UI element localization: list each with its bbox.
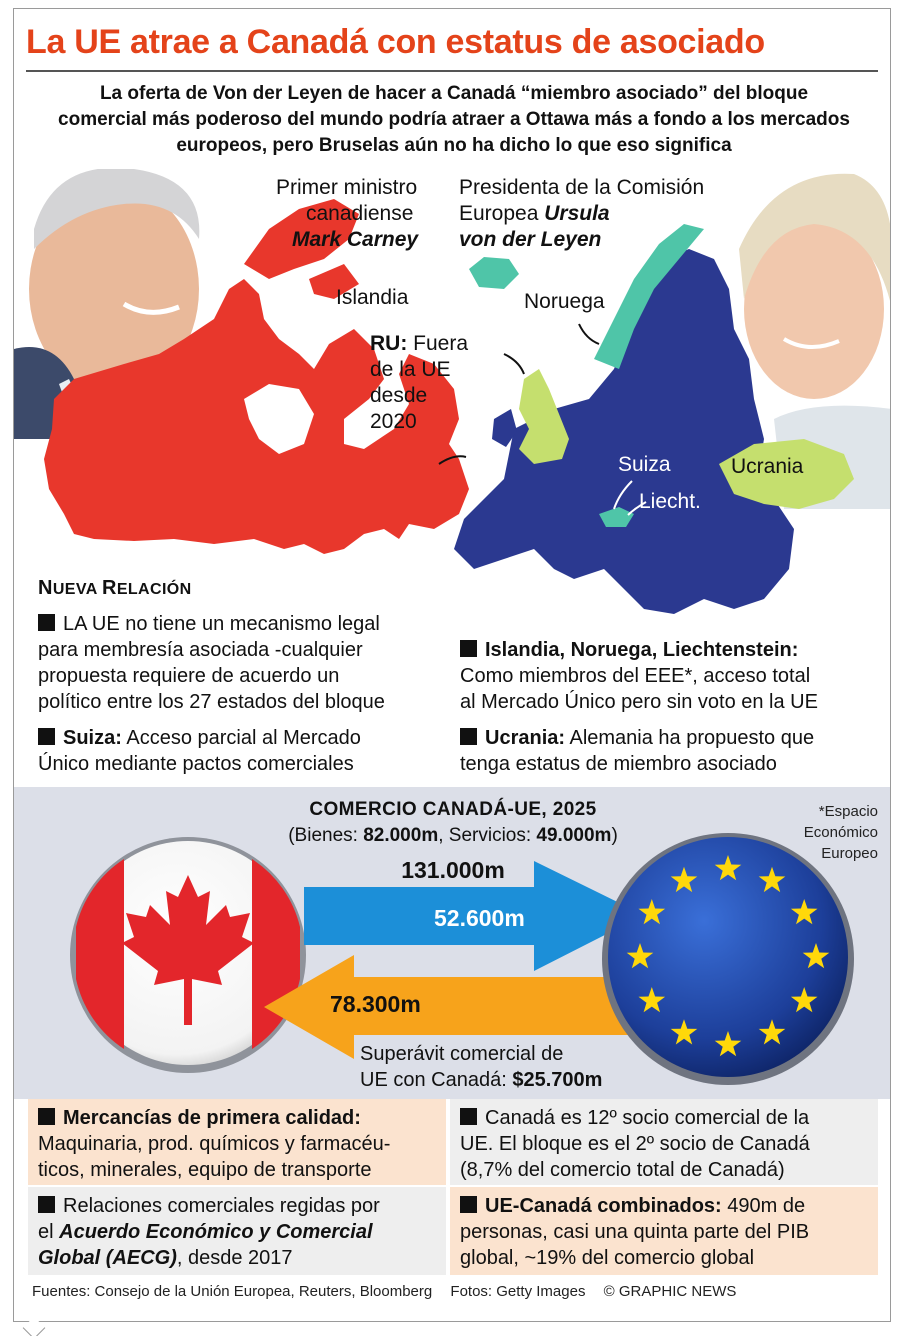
partner-rank-box: Canadá es 12º socio comercial de la UE. El bloque es el 2º socio de Canadá (8,7% del comercio total de Canadá) <box>450 1099 878 1185</box>
suiza-note: Suiza: Acceso parcial al Mercado Único mediante pactos comerciales <box>38 727 361 775</box>
liecht-label: Liecht. <box>639 490 701 513</box>
ru-label-bold: RU: <box>370 332 408 355</box>
map-area <box>14 169 891 629</box>
carney-role-1: Primer ministro <box>276 176 418 199</box>
eee-footnote: *Espacio Económico Europeo <box>803 803 878 862</box>
vdl-role-2: Europea <box>459 202 539 225</box>
trade-subtitle: (Bienes: 82.000m, Servicios: 49.000m) <box>288 825 618 846</box>
bullet-square <box>38 728 55 745</box>
ucrania-note: Ucrania: Alemania ha propuesto que tenga estatus de miembro asociado <box>460 727 815 775</box>
bullet-square <box>38 614 55 631</box>
combined-box: UE-Canadá combinados: 490m de personas, casi una quinta parte del PIB global, ~19% del comercio global <box>450 1187 878 1275</box>
carney-name: Mark Carney <box>292 228 419 251</box>
footer-credit: © GRAPHIC NEWS <box>603 1283 737 1300</box>
page-title: La UE atrae a Canadá con estatus de asociado <box>26 23 765 61</box>
vdl-name-2: von der Leyen <box>459 228 602 251</box>
title-divider <box>26 70 878 72</box>
carney-role-2: canadiense <box>306 202 414 225</box>
islandia-label: Islandia <box>336 286 409 309</box>
footer-photos: Fotos: Getty Images <box>450 1283 586 1300</box>
trade-surplus: Superávit comercial de UE con Canadá: $25.700m <box>360 1043 603 1091</box>
aecg-box: Relaciones comerciales regidas por el Acuerdo Económico y Comercial Global (AECG), desde 2017 <box>28 1187 446 1275</box>
subtitle: La oferta de Von der Leyen de hacer a Canadá “miembro asociado” del bloque comercial más poderoso del mundo podría atraer a Ottawa más a fondo a los mercados europeos, pero Bruselas aún no ha dicho lo que eso significa <box>58 83 850 156</box>
bullet-square <box>460 728 477 745</box>
ru-pointer <box>504 354 524 374</box>
infographic-frame <box>13 8 891 1322</box>
nueva-relacion-heading: NUEVA RELACIÓN <box>38 577 192 599</box>
legal-mechanism-note: LA UE no tiene un mecanismo legal para membresía asociada -cualquier propuesta requiere de acuerdo un político entre los 27 estados del bloque <box>38 613 385 713</box>
canada-eu-map <box>14 169 891 629</box>
ru-label-3: desde <box>370 384 428 407</box>
footer <box>32 1283 750 1300</box>
ru-label-2: de la UE <box>370 358 451 381</box>
bullet-square <box>460 1196 477 1213</box>
export-value: 52.600m <box>434 905 525 931</box>
goods-box: Mercancías de primera calidad: Maquinaria, prod. químicos y farmacéu- ticos, minerales, equipo de transporte <box>28 1099 446 1185</box>
ucrania-label: Ucrania <box>731 455 804 478</box>
iceland-shape <box>469 257 519 289</box>
import-value: 78.300m <box>330 991 421 1017</box>
bullet-square <box>38 1108 55 1125</box>
ru-label-4: 2020 <box>370 410 417 433</box>
trade-title: COMERCIO CANADÁ-UE, 2025 <box>309 799 597 820</box>
total-trade-value: 131.000m <box>401 857 505 883</box>
suiza-label: Suiza <box>618 453 671 476</box>
bullet-square <box>38 1196 55 1213</box>
noruega-label: Noruega <box>524 290 605 313</box>
vdl-role-1: Presidenta de la Comisión <box>459 176 705 199</box>
eee-members-note: Islandia, Noruega, Liechtenstein: Como miembros del EEE*, acceso total al Mercado Único pero sin voto en la UE <box>460 639 818 713</box>
bullet-square <box>460 1108 477 1125</box>
ru-label-1: Fuera <box>413 332 469 355</box>
noruega-pointer <box>579 324 599 344</box>
vdl-name-1: Ursula <box>544 202 610 225</box>
footer-sources: Fuentes: Consejo de la Unión Europea, Reuters, Bloomberg <box>32 1283 433 1300</box>
bullet-square <box>460 640 477 657</box>
